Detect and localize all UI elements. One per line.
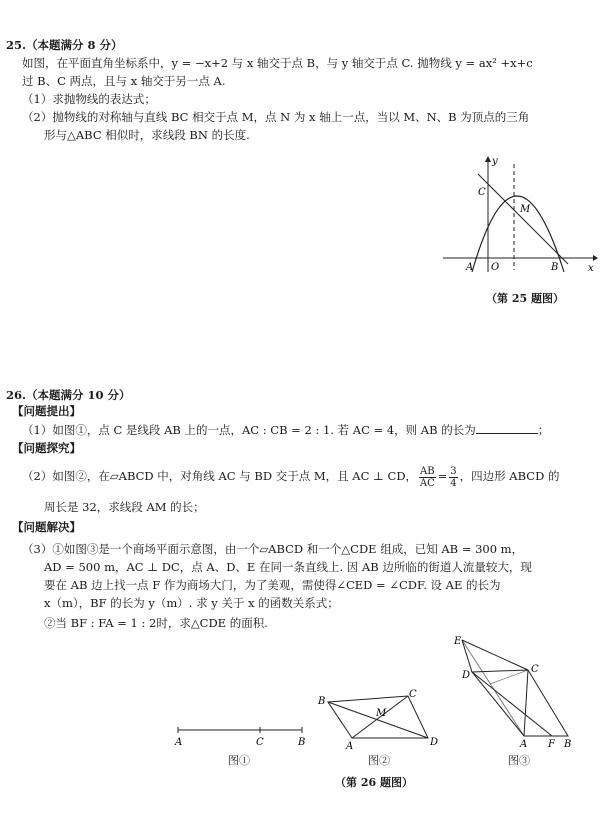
fraction-2-denominator: 4 — [450, 477, 457, 489]
q26-part-3-line-4: x（m），BF 的长为 y（m）. 求 y 关于 x 的函数关系式； — [44, 596, 339, 610]
fig2-label-c: C — [409, 689, 417, 700]
q26-section-3: 【问题解决】 — [12, 520, 81, 534]
fig3-label-a: A — [520, 739, 528, 750]
q25-figure — [438, 150, 598, 275]
q25-part-2-line-1: （2）抛物线的对称轴与直线 BC 相交于点 M，点 N 为 x 轴上一点，当以 M、N、B 为顶点的三角 — [22, 110, 530, 124]
figure-2 — [316, 688, 446, 750]
fig3-label-f: F — [548, 739, 555, 750]
fig2-label-d: D — [430, 737, 439, 748]
segment-ac — [524, 670, 528, 736]
q25-figure-caption: （第 25 题图） — [486, 292, 564, 305]
fig3-label-b: B — [564, 739, 572, 750]
fraction-2-numerator: 3 — [450, 465, 457, 477]
fig2-label-a: A — [346, 741, 354, 750]
q25-text-line-2: 过 B、C 两点，且与 x 轴交于另一点 A. — [22, 74, 226, 88]
q26-part-3-line-5: ②当 BF : FA = 1 : 2时，求△CDE 的面积. — [44, 616, 268, 630]
q26-part-3-line-1: （3）①如图③是一个商场平面示意图，由一个▱ABCD 和一个△CDE 组成，已知 AB = 300 m， — [22, 542, 524, 556]
q26-heading: 26.（本题满分 10 分） — [6, 388, 131, 402]
fig3-label-e: E — [454, 636, 462, 647]
figure-3-caption: 图③ — [508, 754, 530, 767]
label-o: O — [491, 262, 500, 273]
parabola — [472, 196, 564, 272]
fraction-1-denominator: AC — [419, 477, 435, 489]
fig1-label-a: A — [175, 737, 183, 748]
q25-part-1: （1）求抛物线的表达式； — [22, 92, 156, 106]
q25-heading: 25.（本题满分 8 分） — [6, 38, 123, 52]
q26-part-2-line-1 — [22, 463, 559, 489]
label-x: x — [588, 263, 594, 274]
q25-part-2-line-2: 形与△ABC 相似时，求线段 BN 的长度. — [44, 128, 250, 142]
q26-part-2-line-2: 周长是 32，求线段 AM 的长； — [44, 500, 205, 514]
q26-part-2-text: （2）如图②，在▱ABCD 中，对角线 AC 与 BD 交于点 M，且 AC ⊥ CD， — [22, 469, 418, 483]
answer-blank — [476, 423, 538, 434]
equals-sign: = — [437, 469, 448, 483]
figure-1 — [170, 722, 310, 752]
fig3-label-c: C — [531, 664, 539, 675]
q26-section-2: 【问题探究】 — [12, 441, 81, 455]
label-y: y — [492, 156, 498, 167]
q26-figure-caption: （第 26 题图） — [335, 776, 413, 789]
label-a: A — [466, 262, 474, 273]
q26-part-1 — [22, 423, 549, 437]
figure-2-caption: 图② — [368, 754, 390, 767]
figure-3 — [450, 634, 580, 750]
fraction-1-numerator: AB — [420, 465, 435, 477]
fig1-label-c: C — [256, 737, 264, 748]
y-axis-arrow — [485, 156, 491, 162]
q26-part-1-end: ； — [537, 423, 550, 437]
segment-df — [472, 672, 552, 736]
q26-part-1-text: （1）如图①，点 C 是线段 AB 上的一点，AC : CB = 2 : 1. 若 AC = 4，则 AB 的长为 — [22, 423, 476, 437]
fig3-label-d: D — [462, 670, 471, 681]
parallelogram-abcd — [472, 670, 568, 736]
figure-1-caption: 图① — [228, 754, 250, 767]
fraction-3-4 — [449, 466, 457, 489]
label-m: M — [520, 204, 531, 215]
fig2-label-m: M — [376, 708, 387, 719]
q26-part-3-line-2: AD = 500 m，AC ⊥ DC，点 A、D、E 在同一条直线上. 因 AB 边所临的街道人流量较大，现 — [44, 560, 532, 574]
segment-ed — [462, 640, 472, 672]
fraction-ab-ac — [419, 466, 436, 489]
fig1-label-b: B — [298, 737, 306, 748]
segment-ce — [490, 670, 528, 684]
x-axis-arrow — [593, 255, 598, 261]
fig2-label-b: B — [318, 696, 326, 707]
q25-text-line-1: 如图，在平面直角坐标系中，y = −x+2 与 x 轴交于点 B，与 y 轴交于点 C. 抛物线 y = ax² +x+c — [22, 56, 533, 70]
q26-section-1: 【问题提出】 — [12, 404, 81, 418]
q26-part-2-text-end: ，四边形 ABCD 的 — [459, 469, 560, 483]
q26-part-3-line-3: 要在 AB 边上找一点 F 作为商场大门，为了美观，需使得∠CED = ∠CDF. 设 AE 的长为 — [44, 578, 501, 592]
label-c: C — [478, 187, 486, 198]
label-b: B — [551, 262, 559, 273]
